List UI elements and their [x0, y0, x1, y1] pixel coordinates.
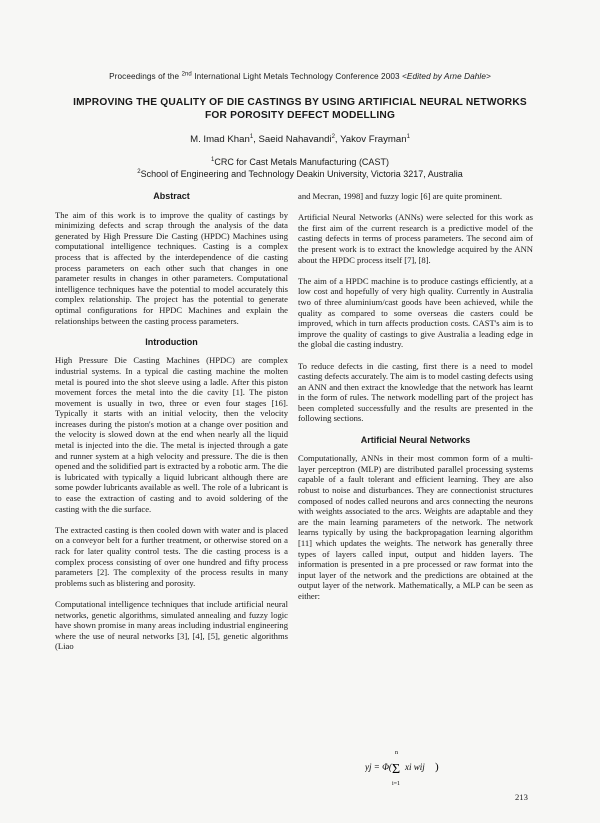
affiliation-sup: 1	[211, 157, 215, 163]
intro-paragraph-2: The extracted casting is then cooled down with water and is placed on a conveyor belt for a further treatment, or otherwise stored on a rack for later quality control tests. The die casting process is a complex process consisting of over one hundred and fifty process parameters [2]. The complexity of the process results in many problems such as blistering and porosity.	[55, 524, 288, 588]
author-sep: ,	[253, 134, 259, 145]
author-sup: 2	[331, 133, 335, 140]
right-paragraph-4: Computationally, ANNs in their most common form of a multi-layer perceptron (MLP) are distributed parallel processing systems capable of a fault tolerant and efficient learning. They are also robust to noise and disturbances. They are connectionist structures composed of nodes called neurons and arcs connecting the neurons with weights associated to the arcs. Weights are adaptable and they are the main learning parameters of the network. The network learns typically by using the backpropagation learning algorithm [11] which updates the weights. The network has generally three types of layers called input, output and hidden layers. The information is presented in a pre processed or raw format into the input layer of the network and the predictions are obtained at the output layer of the network. Mathematically, a MLP can be seen as either:	[298, 453, 533, 601]
conference-header	[0, 72, 600, 81]
author-name: Saeid Nahavandi	[258, 134, 332, 145]
affiliation-sup: 2	[137, 169, 141, 175]
header-conference: International Light Metals Technology Conference 2003	[194, 72, 400, 81]
equation-rhs: )	[435, 761, 439, 773]
title-line-2: FOR POROSITY DEFECT MODELLING	[204, 109, 396, 121]
right-column	[298, 185, 533, 612]
affiliation-text: CRC for Cast Metals Manufacturing (CAST)	[214, 157, 389, 167]
mlp-equation	[365, 745, 445, 789]
title-line-1: IMPROVING THE QUALITY OF DIE CASTINGS BY USING ARTIFICIAL NEURAL NETWORKS	[73, 97, 527, 108]
author-name: M. Imad Khan	[190, 134, 250, 145]
sigma-symbol: Σ	[392, 762, 401, 777]
header-prefix: Proceedings of the	[109, 72, 180, 81]
intro-paragraph-1: High Pressure Die Casting Machines (HPDC) are complex industrial systems. In a typical die casting machine the molten metal is poured into the shot sleeve using a ladle. After this piston movement forces the metal into the die cavity [1]. The piston movement is usually in two, three or even four stages [16]. Typically it starts with an initial velocity, then the velocity increases during the piston's motion at a change over position and the velocity is slowed down at the end when nearly all the liquid metal is injected into the die. The metal is injected through a gate and runner system at a high velocity and pressure. The die is then opened and the solidified part is extracted by a robotic arm. The die is lubricated with typically a liquid lubricant although there are some powder lubricants available as well. The role of a lubricant is to ease the extraction of casting and to avoid soldering of the casting with the die surface.	[55, 355, 288, 514]
author-list	[0, 134, 600, 145]
right-paragraph-1: Artificial Neural Networks (ANNs) were selected for this work as the first aim of the current research is a predictive model of the casting defects in terms of process parameters. The second aim of the present work is to extract the knowledge acquired by the ANN about the HPDC process itself [7], [8].	[298, 212, 533, 265]
affiliation-1	[0, 157, 600, 167]
right-paragraph-3: To reduce defects in die casting, first there is a need to model casting defects accurately. The aim is to model casting defects using an ANN and then extract the knowledge that the network has learnt in the form of rules. The network modelling part of the project has been completed successfully and the results are presented in the following sections.	[298, 360, 533, 424]
paper-title	[40, 97, 560, 122]
author-sep: ,	[334, 134, 341, 145]
abstract-text: The aim of this work is to improve the quality of castings by minimizing defects and scrap through the analysis of the data generated by High Pressure Die Casting (HPDC) Machines using computational intelligence techniques. Casting is a complex process that is affected by the interdependence of die casting process parameters on each other such that changes in one parameter results in changes in other parameters. Computational intelligence techniques have the potential to model accurately this complex relationship. The project has the potential to generate optimal configurations for HPDC Machines and explain the relationships between the casting process parameters.	[55, 209, 288, 326]
header-ordinal: 2nd	[181, 71, 192, 78]
author-name: Yakov Frayman	[340, 134, 407, 145]
introduction-heading: Introduction	[145, 336, 198, 347]
equation-lhs: yj = Φ(	[365, 762, 392, 772]
right-paragraph-2: The aim of a HPDC machine is to produce castings efficiently, at a low cost and hopefully of very high quality. Currently in Australia two of three aluminium/cast goods have been achieved, while the quality as compared to some overseas die casters could be improved, which in turn affects production costs. CAST's aim is to improve the quality of castings to give Australia a leading edge in the global die casting industry.	[298, 275, 533, 350]
affiliation-text: School of Engineering and Technology Deakin University, Victoria 3217, Australia	[140, 169, 463, 179]
equation-upper-limit: n	[395, 750, 398, 756]
author-sup: 1	[249, 133, 254, 140]
header-editor: <Edited by Arne Dahle>	[402, 72, 491, 81]
abstract-heading: Abstract	[153, 191, 190, 201]
left-column	[55, 185, 288, 663]
equation-lower-limit: i=1	[392, 781, 401, 787]
affiliation-2	[0, 169, 600, 179]
ann-heading: Artificial Neural Networks	[360, 434, 471, 445]
page-number: 213	[515, 792, 528, 802]
equation-term: xi wij	[405, 762, 425, 772]
intro-paragraph-3: Computational intelligence techniques that include artificial neural networks, genetic algorithms, simulated annealing and fuzzy logic have shown promise in many areas including industrial engineering where the use of neural networks [3], [4], [5], genetic algorithms (Liao	[55, 598, 288, 652]
right-paragraph-0: and Mecran, 1998] and fuzzy logic [6] are quite prominent.	[298, 191, 503, 201]
author-sup: 1	[406, 133, 410, 140]
